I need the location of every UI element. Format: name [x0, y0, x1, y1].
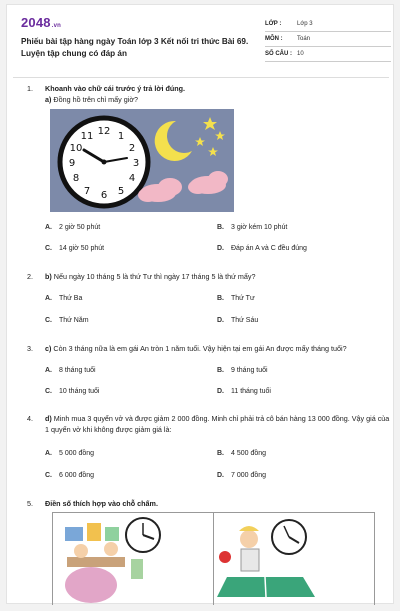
option-letter: C.: [45, 388, 52, 395]
option-text: Thứ Năm: [59, 317, 89, 324]
option-letter: C.: [45, 317, 52, 324]
question-intro: Khoanh vào chữ cái trước ý trả lời đúng.: [45, 84, 186, 93]
option-letter: B.: [217, 367, 224, 374]
worksheet-meta: [265, 17, 391, 62]
activity-illustrations-svg: [53, 513, 376, 606]
option-text: 4 500 đồng: [231, 450, 267, 457]
option-letter: C.: [45, 245, 52, 252]
option-4c[interactable]: [45, 472, 94, 479]
logo-text: 2048: [21, 15, 51, 30]
option-3d[interactable]: [217, 388, 271, 395]
option-4b[interactable]: [217, 450, 266, 457]
meta-count-value: 10: [297, 51, 304, 57]
option-2c[interactable]: [45, 317, 89, 324]
question-part-label: d): [45, 414, 52, 423]
svg-text:8: 8: [72, 173, 80, 184]
question-text: Còn 3 tháng nữa là em gái An tròn 1 năm tuổi. Vậy hiện tại em gái An được mấy tháng tuổi?: [53, 344, 347, 353]
activity-illustrations: [52, 512, 375, 605]
option-4a[interactable]: [45, 450, 94, 457]
option-letter: D.: [217, 317, 224, 324]
question-text: Nếu ngày 10 tháng 5 là thứ Tư thì ngày 17 tháng 5 là thứ mấy?: [53, 272, 256, 281]
clock-night-illustration: [50, 109, 234, 212]
option-2d[interactable]: [217, 317, 258, 324]
svg-text:9: 9: [68, 158, 76, 169]
question-text: Minh mua 3 quyển vở và được giảm 2 000 đồng. Minh chỉ phải trả cô bán hàng 13 000 đồng. Vậy giá của 1 quyển vở khi không được giảm giá là:: [45, 414, 390, 434]
option-4d[interactable]: [217, 472, 266, 479]
svg-text:5: 5: [117, 186, 125, 197]
option-text: Thứ Ba: [59, 295, 83, 302]
question-1: [27, 83, 390, 105]
option-text: 14 giờ 50 phút: [59, 245, 105, 252]
option-text: 7 000 đồng: [231, 472, 267, 479]
option-text: 9 tháng tuổi: [231, 367, 268, 374]
header: [21, 15, 385, 73]
option-letter: A.: [45, 224, 52, 231]
question-number: 2.: [27, 272, 33, 281]
svg-text:2: 2: [128, 143, 136, 154]
meta-subject-value: Toán: [297, 36, 311, 42]
question-intro: Điền số thích hợp vào chỗ chấm.: [45, 499, 158, 508]
question-part-label: b): [45, 272, 52, 281]
option-2b[interactable]: [217, 295, 255, 302]
option-letter: B.: [217, 450, 224, 457]
svg-text:1: 1: [117, 131, 125, 142]
option-letter: D.: [217, 388, 224, 395]
svg-text:6: 6: [100, 190, 108, 201]
question-number: 3.: [27, 344, 33, 353]
question-text: Đồng hồ trên chỉ mấy giờ?: [53, 95, 139, 104]
svg-text:11: 11: [80, 131, 94, 142]
option-letter: A.: [45, 450, 52, 457]
question-number: 1.: [27, 84, 33, 93]
question-3: [27, 343, 390, 354]
question-part-label: a): [45, 95, 52, 104]
option-text: Đáp án A và C đều đúng: [231, 245, 307, 252]
question-4: [27, 413, 390, 435]
question-number: 5.: [27, 499, 33, 508]
option-letter: A.: [45, 295, 52, 302]
option-letter: B.: [217, 224, 224, 231]
page-title: Phiếu bài tập hàng ngày Toán lớp 3 Kết nối tri thức Bài 69. Luyện tập chung có đáp án: [21, 37, 249, 58]
meta-subject: [265, 32, 391, 47]
svg-text:4: 4: [128, 173, 136, 184]
option-1c[interactable]: [45, 245, 104, 252]
option-text: 8 tháng tuổi: [59, 367, 96, 374]
option-1d[interactable]: [217, 245, 307, 252]
illustration-divider: [213, 513, 214, 605]
option-text: 3 giờ kém 10 phút: [231, 224, 288, 231]
option-1a[interactable]: [45, 224, 100, 231]
option-letter: D.: [217, 245, 224, 252]
question-number: 4.: [27, 414, 33, 423]
svg-text:3: 3: [132, 158, 140, 169]
svg-text:7: 7: [83, 186, 91, 197]
meta-class-value: Lớp 3: [297, 21, 313, 27]
option-3c[interactable]: [45, 388, 99, 395]
option-text: Thứ Tư: [231, 295, 255, 302]
svg-text:12: 12: [97, 126, 111, 137]
question-2: [27, 271, 390, 282]
meta-class-label: LỚP :: [265, 21, 282, 27]
meta-count: [265, 47, 391, 62]
option-3b[interactable]: [217, 367, 268, 374]
option-text: Thứ Sáu: [231, 317, 259, 324]
option-1b[interactable]: [217, 224, 287, 231]
site-logo[interactable]: [21, 15, 61, 30]
svg-text:10: 10: [69, 143, 83, 154]
clock-night-svg: [50, 109, 234, 212]
option-text: 10 tháng tuổi: [59, 388, 100, 395]
meta-subject-label: MÔN :: [265, 36, 283, 42]
meta-count-label: SỐ CÂU :: [265, 51, 292, 57]
option-2a[interactable]: [45, 295, 82, 302]
option-letter: B.: [217, 295, 224, 302]
option-letter: D.: [217, 472, 224, 479]
option-text: 11 tháng tuổi: [231, 388, 271, 395]
question-5: [27, 498, 390, 509]
option-text: 2 giờ 50 phút: [59, 224, 101, 231]
option-letter: A.: [45, 367, 52, 374]
worksheet-page: [6, 4, 394, 604]
option-3a[interactable]: [45, 367, 96, 374]
logo-suffix: .vn: [51, 23, 62, 29]
option-text: 6 000 đồng: [59, 472, 95, 479]
meta-class: [265, 17, 391, 32]
header-divider: [13, 77, 389, 78]
option-text: 5 000 đồng: [59, 450, 95, 457]
question-part-label: c): [45, 344, 52, 353]
option-letter: C.: [45, 472, 52, 479]
